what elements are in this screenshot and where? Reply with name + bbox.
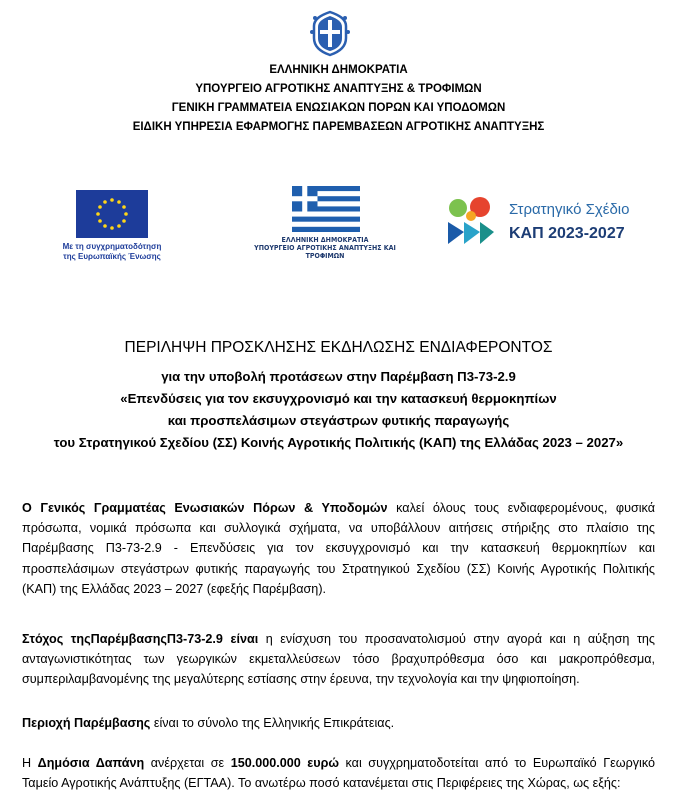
paragraph-budget	[22, 753, 655, 793]
p3-text: είναι το σύνολο της Ελληνικής Επικράτειας.	[150, 716, 395, 730]
paragraph-area	[22, 713, 655, 733]
eu-caption-line1: Με τη συγχρηματοδότηση	[62, 242, 162, 251]
summary-line-1: για την υποβολή προτάσεων στην Παρέμβαση Π3-73-2.9	[161, 369, 516, 384]
greek-emblem	[309, 10, 351, 57]
summary-line-3: και προσπελάσιμων στεγάστρων φυτικής παραγωγής	[167, 413, 510, 428]
eu-logo	[76, 190, 148, 238]
p4-bold-public-expenditure: Δημόσια Δαπάνη	[37, 756, 145, 770]
p1-bold: Ο Γενικός Γραμματέας Ενωσιακών Πόρων & Υποδομών	[22, 501, 388, 515]
paragraph-invitation	[22, 498, 655, 599]
kap-subtitle: ΚΑΠ 2023-2027	[509, 225, 625, 242]
header-special-service: ΕΙΔΙΚΗ ΥΠΗΡΕΣΙΑ ΕΦΑΡΜΟΓΗΣ ΠΑΡΕΜΒΑΣΕΩΝ ΑΓΡΟΤΙΚΗΣ ΑΝΑΠΤΥΞΗΣ	[132, 121, 545, 133]
header-republic: ΕΛΛΗΝΙΚΗ ΔΗΜΟΚΡΑΤΙΑ	[269, 64, 408, 76]
kap-title: Στρατηγικό Σχέδιο	[509, 201, 630, 218]
greece-caption	[250, 236, 400, 260]
eu-caption	[52, 242, 172, 262]
p4-bold-amount: 150.000.000 ευρώ	[230, 756, 339, 770]
p3-bold: Περιοχή Παρέμβασης	[22, 716, 151, 730]
paragraph-objective	[22, 629, 655, 690]
summary-line-2: «Επενδύσεις για τον εκσυγχρονισμό και την κατασκευή θερμοκηπίων	[120, 391, 557, 406]
kap-logo-mark	[444, 196, 496, 248]
eu-caption-line2: της Ευρωπαϊκής Ένωσης	[63, 252, 161, 261]
greece-caption-line2: ΥΠΟΥΡΓΕΙΟ ΑΓΡΟΤΙΚΗΣ ΑΝΑΠΤΥΞΗΣ ΚΑΙ ΤΡΟΦΙΜΩΝ	[254, 244, 396, 260]
greece-caption-line1: ΕΛΛΗΝΙΚΗ ΔΗΜΟΚΡΑΤΙΑ	[281, 236, 369, 244]
p2-text: η ενίσχυση του προσανατολισμού στην αγορά και η αύξηση της ανταγωνιστικότητας των γεωργικών εκμεταλλεύσεων τόσο βραχυπρόθεσμα όσο και μακροπρόθεσμα, συμπεριλαμβανομένης της μεγαλύτερης εστίασης στην έρευνα, την τεχνολογία και την ψηφιοποίηση.	[22, 632, 656, 687]
summary-line-4: του Στρατηγικού Σχεδίου (ΣΣ) Κοινής Αγροτικής Πολιτικής (ΚΑΠ) της Ελλάδας 2023 – 2027»	[53, 435, 624, 450]
header-general-secretariat: ΓΕΝΙΚΗ ΓΡΑΜΜΑΤΕΙΑ ΕΝΩΣΙΑΚΩΝ ΠΟΡΩΝ ΚΑΙ ΥΠΟΔΟΜΩΝ	[171, 102, 506, 114]
summary-title: ΠΕΡΙΛΗΨΗ ΠΡΟΣΚΛΗΣΗΣ ΕΚΔΗΛΩΣΗΣ ΕΝΔΙΑΦΕΡΟΝΤΟΣ	[124, 339, 553, 356]
p2-bold: Στόχος τηςΠαρέμβασηςΠ3-73-2.9 είναι	[22, 632, 259, 646]
p4-text: και συγχρηματοδοτείται από το Ευρωπαϊκό Γεωργικό Ταμείο Αγροτικής Ανάπτυξης (ΕΓΤΑΑ). Το ανωτέρω ποσό κατανέμεται στις Περιφέρειες της Χώρας, ως εξής:	[22, 756, 656, 791]
p4-mid: ανέρχεται σε	[144, 756, 231, 770]
p4-pre: Η	[22, 756, 38, 770]
greek-flag	[292, 186, 360, 232]
p1-text: καλεί όλους τους ενδιαφερομένους, φυσικά πρόσωπα, νομικά πρόσωπα και συλλογικά σχήματα, να υποβάλλουν αιτήσεις στήριξης στο πλαίσιο της Παρέμβασης Π3-73-2.9 - Επενδύσεις για τον εκσυγχρονισμό και την κατασκευή θερμοκηπίων και προσπελάσιμων στεγάστρων φυτικής παραγωγής του Στρατηγικού Σχεδίου (ΣΣ) Κοινής Αγροτικής Πολιτικής (ΚΑΠ) της Ελλάδας 2023 – 2027 (εφεξής Παρέμβαση).	[22, 501, 655, 596]
header-ministry: ΥΠΟΥΡΓΕΙΟ ΑΓΡΟΤΙΚΗΣ ΑΝΑΠΤΥΞΗΣ & ΤΡΟΦΙΜΩΝ	[195, 83, 482, 95]
